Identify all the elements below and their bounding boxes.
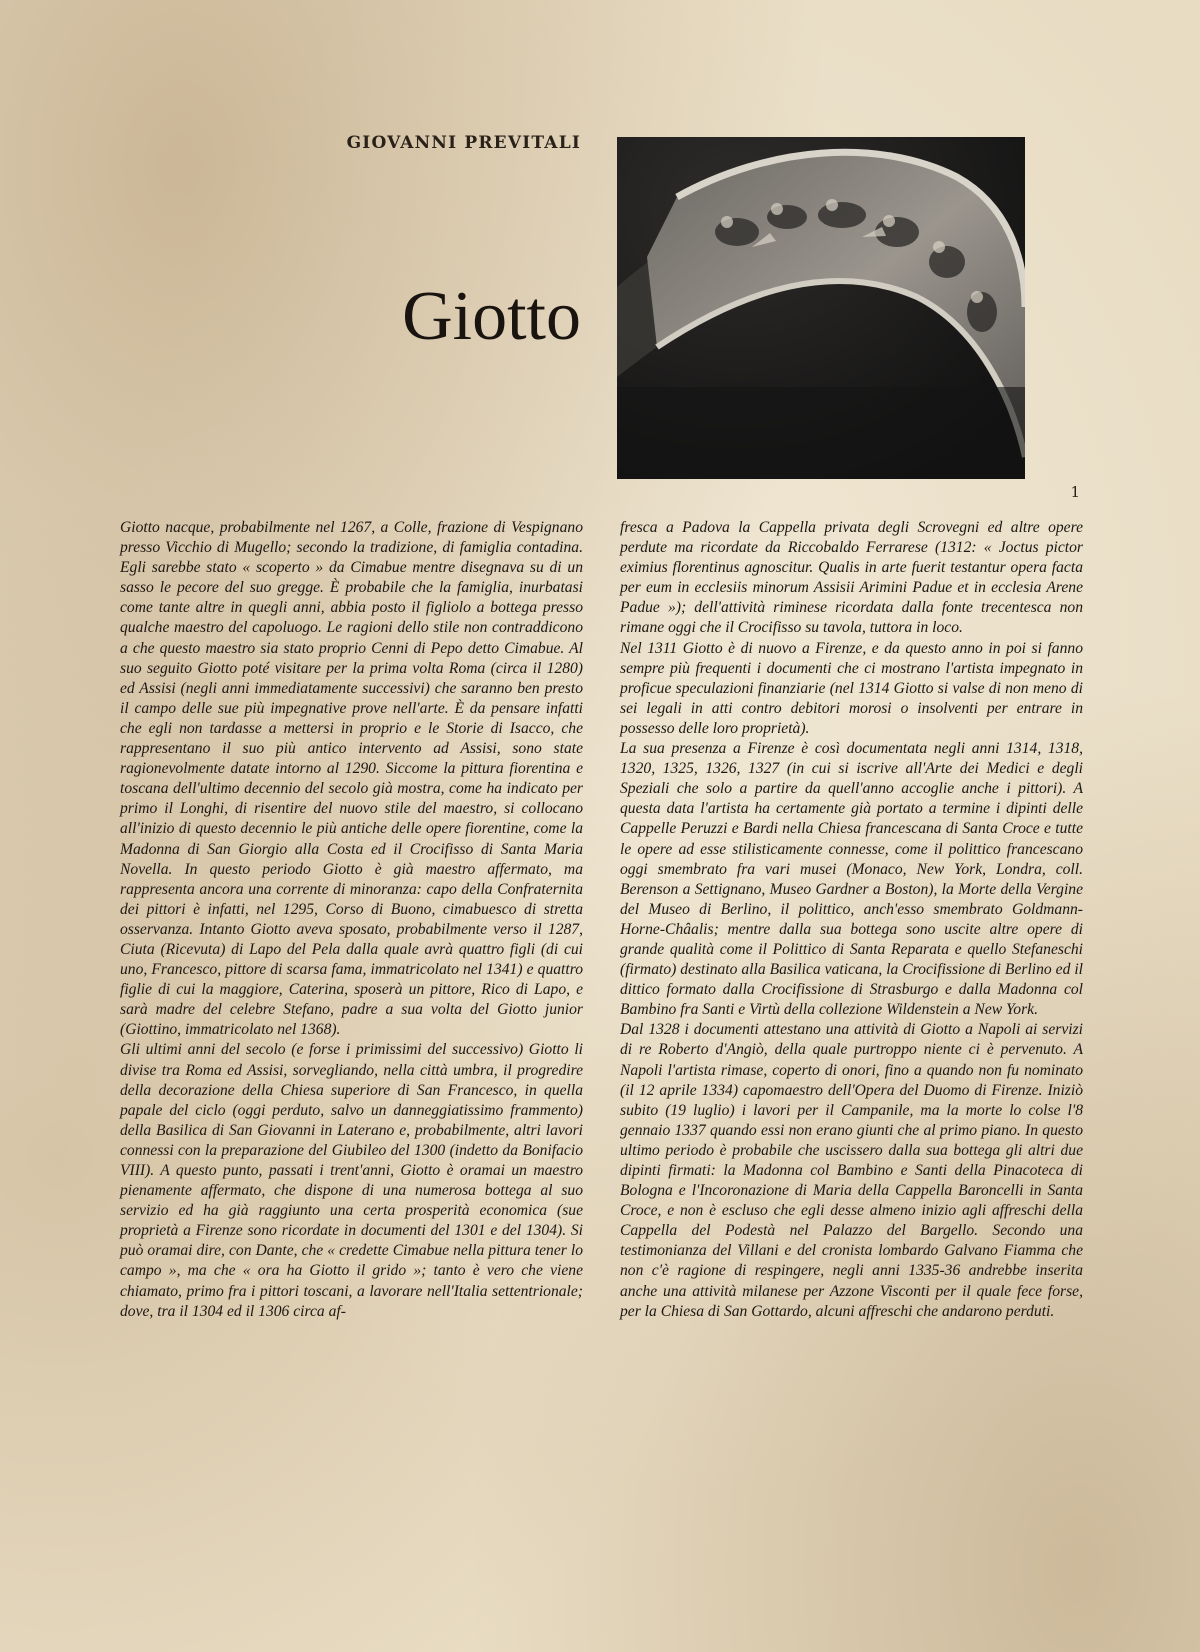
relief-photo-image (617, 137, 1025, 479)
figure-number: 1 (1070, 483, 1080, 501)
paragraph: Gli ultimi anni del secolo (e forse i primissimi del successivo) Giotto li divise tra Roma ed Assisi, sorvegliando, nella città umbra, il progredire della decorazione della Chiesa superiore di San Francesco, in quella papale del ciclo (oggi perduto, salvo un danneggiatissimo frammento) della Basilica di San Giovanni in Laterano e, probabilmente, altri lavori connessi con la preparazione del Giubileo del 1300 (indetto da Bonifacio VIII). A questo punto, passati i trent'anni, Giotto è oramai un maestro pienamente affermato, che dispone di una numerosa bottega al suo servizio ed ha già raggiunto una certa prosperità economica (sue proprietà a Firenze sono ricordate in documenti del 1301 e del 1304). Si può oramai dire, con Dante, che « credette Cimabue nella pittura tener lo campo », ma che « ora ha Giotto il grido »; tanto è vero che viene chiamato, primo fra i pittori toscani, a lavorare nell'Italia settentrionale; dove, tra il 1304 ed il 1306 circa af- (120, 1041, 583, 1320)
paragraph: La sua presenza a Firenze è così documentata negli anni 1314, 1318, 1320, 1325, 1326, 1327 (in cui si iscrive all'Arte dei Medici e degli Speziali che solo a partire da quell'anno accoglie anche i pittori). A questa data l'artista ha certamente già portato a termine i dipinti delle Cappelle Peruzzi e Bardi nella Chiesa francescana di Santa Croce e tutte le opere ad esse stilisticamente connesse, come il polittico francescano oggi smembrato fra vari musei (Monaco, New York, Londra, coll. Berenson a Settignano, Museo Gardner a Boston), la Morte della Vergine del Museo di Berlino, il polittico, anch'esso smembrato Goldmann-Horne-Châalis; mentre dalla sua bottega sono uscite altre opere di grande qualità come il Polittico di Santa Reparata e quello Stefaneschi (firmato) destinato alla Basilica vaticana, la Crocifissione di Berlino ed il dittico formato dalla Crocifissione di Strasburgo e dalla Madonna col Bambino fra Santi e Virtù della collezione Wildenstein a New York. (620, 740, 1083, 1019)
paragraph: Nel 1311 Giotto è di nuovo a Firenze, e da questo anno in poi si fanno sempre più frequenti i documenti che ci mostrano l'artista impegnato in proficue speculazioni finanziarie (nel 1314 Giotto si valse di non meno di sei legali in atti contro debitori morosi o insolventi per entrare in possesso delle loro proprietà). (620, 639, 1083, 737)
text-column-right (620, 518, 1083, 1322)
paragraph: Giotto nacque, probabilmente nel 1267, a Colle, frazione di Vespignano presso Vicchio di Mugello; secondo la tradizione, di famiglia contadina. Egli sarebbe stato « scoperto » da Cimabue mentre disegnava su di un sasso le pecore del suo gregge. È probabile che la famiglia, inurbatasi come tante altre in quegli anni, abbia posto il figliolo a bottega presso qualche maestro del capoluogo. Le ragioni dello stile non contraddicono a che questo maestro sia stato proprio Cenni di Pepo detto Cimabue. Al suo seguito Giotto poté visitare per la prima volta Roma (circa il 1280) ed Assisi (negli anni immediatamente successivi) che saranno ben presto il campo delle sue più impegnative prove nell'arte. È da pensare infatti che egli non tardasse a mettersi in proprio e le Storie di Isacco, che rappresentano il suo più antico intervento ad Assisi, sono state ragionevolmente datate intorno al 1290. Siccome la pittura fiorentina e toscana dell'ultimo decennio del secolo già mostra, come ha indicato per primo il Longhi, di risentire del nuovo stile del maestro, si collocano all'inizio di questo decennio le più antiche delle opere fiorentine, come la Madonna di San Giorgio alla Costa ed il Crocifisso di Santa Maria Novella. In questo periodo Giotto è già maestro affermato, ma rappresenta ancora una corrente di minoranza: capo della Confraternita dei pittori è infatti, nel 1295, Corso di Buono, cimabuesco di stretta osservanza. Intanto Giotto aveva sposato, probabilmente verso il 1287, Ciuta (Ricevuta) di Lapo del Pela dalla quale avrà quattro figli (di cui uno, Francesco, pittore di scarsa fama, immatricolato nel 1341) e quattro figlie di cui la maggiore, Caterina, sposerà un pittore, Rico di Lapo, e sarà madre del celebre Stefano, padre a sua volta del Giotto junior (Giottino, immatricolato nel 1368). (120, 519, 583, 1039)
paragraph: fresca a Padova la Cappella privata degli Scrovegni ed altre opere perdute ma ricordate da Riccobaldo Ferrarese (1312: « Joctus pictor eximius florentinus agnoscitur. Qualis in arte fuerit testantur opera facta per eum in ecclesiis minorum Assisii Arimini Padue et in ecclesia Arene Padue »); dell'attività riminese ricordata dalla fonte trecentesca non rimane oggi che il Crocifisso su tavola, tuttora in loco. (620, 519, 1083, 637)
figure-photo (617, 137, 1025, 479)
text-column-left (120, 518, 583, 1322)
article-title: Giotto (402, 278, 581, 355)
paragraph: Dal 1328 i documenti attestano una attività di Giotto a Napoli ai servizi di re Roberto d'Angiò, della quale purtroppo niente ci è pervenuto. A Napoli l'artista rimase, coperto di onori, fino a quando non fu nominato (il 12 aprile 1334) capomaestro dell'Opera del Duomo di Firenze. Iniziò subito (19 luglio) i lavori per il Campanile, ma la morte lo colse l'8 gennaio 1337 quando essi non erano giunti che al primo piano. In questo ultimo periodo è probabile che uscissero dalla sua bottega gli altri due dipinti firmati: la Madonna col Bambino e Santi della Pinacoteca di Bologna e l'Incoronazione di Maria della Cappella Baroncelli in Santa Croce, e non è escluso che egli desse almeno inizio agli affreschi della Cappella del Podestà nel Palazzo del Bargello. Secondo una testimonianza del Villani e del cronista lombardo Galvano Fiamma che non c'è ragione di respingere, negli anni 1335-36 andrebbe inserita anche una attività milanese per Azzone Visconti per il quale fece forse, per la Chiesa di San Gottardo, alcuni affreschi che andarono perduti. (620, 1021, 1083, 1320)
author-name: GIOVANNI PREVITALI (346, 133, 581, 153)
